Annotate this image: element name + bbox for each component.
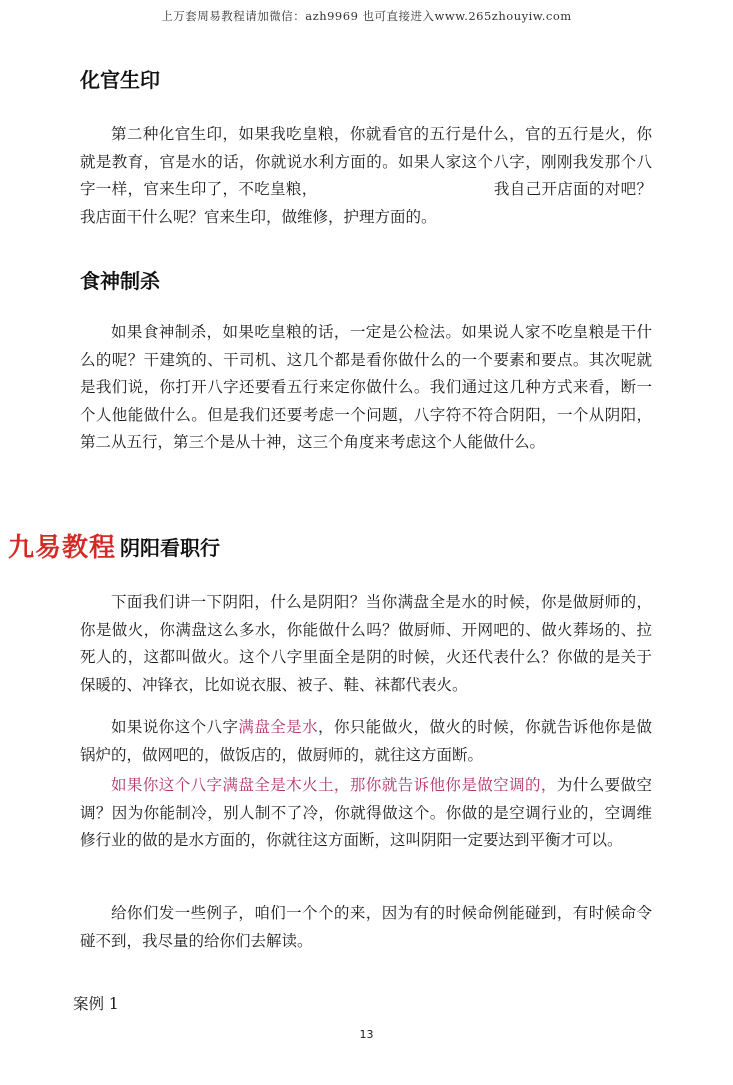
header-watermark: 上万套周易教程请加微信：azh9969 也可直接进入www.265zhouyiw.com [161, 9, 572, 23]
section-title-shi-shen-zhi-sha: 食神制杀 [80, 269, 160, 293]
paragraph-yin-yang-4: 给你们发一些例子，咱们一个个的来，因为有的时候命例能碰到，有时候命令碰不到，我尽量的给你们去解读。 [80, 904, 652, 950]
case-label: 案例 1 [73, 995, 119, 1013]
paragraph-text: 第二种化官生印，如果我吃皇粮，你就看官的五行是什么，官的五行是火，你就是教育，官是水的话，你就说水利方面的。如果人家这个八字，刚刚我发那个八字一样，官来生印了，不吃皇粮， [80, 125, 652, 198]
highlight-text: 如果你这个八字满盘全是木火土，那你就告诉他你是做空调的， [111, 776, 557, 794]
paragraph-text-tail: 我自己开店面的对吧？我店面干什么呢？官来生印，做维修，护理方面的。 [80, 180, 652, 226]
highlight-text: 满盘全是水 [238, 718, 319, 736]
paragraph-yin-yang-1: 下面我们讲一下阴阳，什么是阴阳？当你满盘全是水的时候，你是做厨师的，你是做火，你满盘这么多水，你能做什么吗？做厨师、开网吧的、做火葬场的、拉死人的，这都叫做火。这个八字里面全是阴的时候，火还代表什么？你做的是关于保暖的、冲锋衣，比如说衣服、被子、鞋、袜都代表火。 [80, 593, 652, 694]
paragraph-yin-yang-3 [80, 772, 652, 855]
section-title-hua-guan-sheng-yin: 化官生印 [80, 68, 160, 92]
section-title-yin-yang: 阴阳看职行 [120, 536, 220, 560]
paragraph-text: 为什么要做空调？因为你能制冷，别人制不了冷，你就得做这个。你做的是空调行业的，空调维修行业的做的是水方面的，你就往这方面断，这叫阴阳一定要达到平衡才可以。 [80, 776, 652, 849]
paragraph-shi-shen-zhi-sha: 如果食神制杀，如果吃皇粮的话，一定是公检法。如果说人家不吃皇粮是干什么的呢？干建筑的、干司机、这几个都是看你做什么的一个要素和要点。其次呢就是我们说，你打开八字还要看五行来定你做什么。我们通过这几种方式来看，断一个人他能做什么。但是我们还要考虑一个问题，八字符不符合阴阳，一个从阴阳，第二从五行，第三个是从十神，这三个角度来考虑这个人能做什么。 [80, 323, 652, 451]
paragraph-yin-yang-2 [80, 714, 652, 769]
brand-watermark-logo: 九易教程 [6, 527, 118, 564]
paragraph-text: ，你只能做火，做火的时候，你就告诉他你是做锅炉的，做网吧的，做饭店的，做厨师的，就往这方面断。 [80, 718, 652, 764]
paragraph-hua-guan-sheng-yin [80, 121, 652, 231]
paragraph-text: 如果说你这个八字 [111, 718, 239, 736]
page-number: 13 [359, 1028, 374, 1041]
